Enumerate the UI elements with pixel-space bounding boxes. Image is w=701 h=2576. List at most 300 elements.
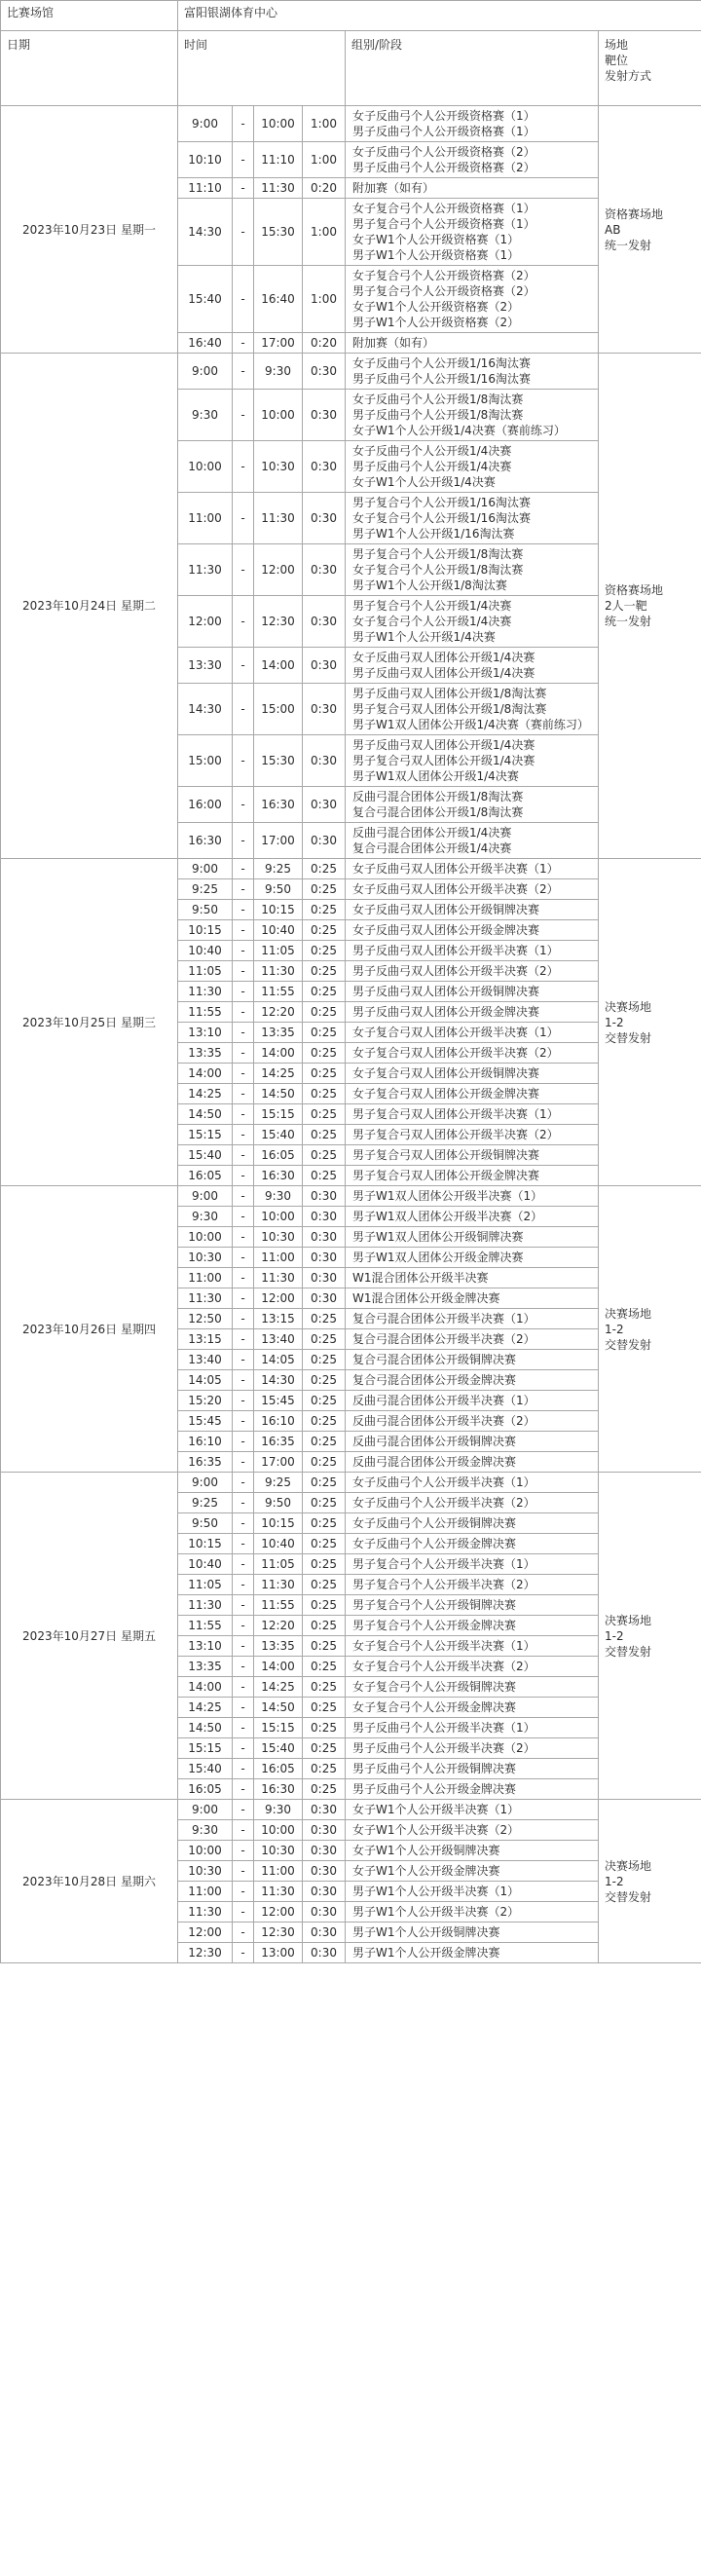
end-time: 9:50 <box>254 879 303 900</box>
start-time: 9:30 <box>178 390 233 441</box>
time-separator: - <box>233 1084 254 1104</box>
time-separator: - <box>233 1145 254 1166</box>
duration: 0:30 <box>303 1882 346 1902</box>
end-time: 11:30 <box>254 961 303 982</box>
end-time: 9:30 <box>254 1800 303 1820</box>
time-separator: - <box>233 1268 254 1288</box>
field-line: 1-2 <box>605 1874 624 1888</box>
time-separator: - <box>233 1350 254 1370</box>
start-time: 15:00 <box>178 735 233 787</box>
time-separator: - <box>233 441 254 493</box>
time-separator: - <box>233 787 254 823</box>
event-cell <box>346 823 599 859</box>
time-separator: - <box>233 354 254 390</box>
duration: 1:00 <box>303 106 346 142</box>
event-line: 男子反曲弓个人公开级1/4决赛 <box>352 460 512 473</box>
duration: 0:25 <box>303 1616 346 1636</box>
date-cell: 2023年10月23日 星期一 <box>1 106 178 354</box>
event-line: 男子W1个人公开级半决赛（1） <box>352 1885 520 1898</box>
event-line: 男子反曲弓双人团体公开级铜牌决赛 <box>352 985 540 998</box>
event-line: 男子复合弓个人公开级半决赛（2） <box>352 1578 535 1591</box>
start-time: 11:30 <box>178 1288 233 1309</box>
event-cell <box>346 266 599 333</box>
start-time: 16:00 <box>178 787 233 823</box>
event-line: 复合弓混合团体公开级1/4决赛 <box>352 841 512 855</box>
event-line: 男子复合弓双人团体公开级半决赛（2） <box>352 1128 559 1141</box>
end-time: 12:30 <box>254 596 303 648</box>
event-line: 复合弓混合团体公开级铜牌决赛 <box>352 1353 517 1366</box>
event-line: 反曲弓混合团体公开级1/8淘汰赛 <box>352 790 524 803</box>
field-line: AB <box>605 222 621 237</box>
event-line: 女子反曲弓个人公开级1/8淘汰赛 <box>352 392 524 406</box>
end-time: 10:15 <box>254 900 303 920</box>
duration: 1:00 <box>303 266 346 333</box>
end-time: 11:30 <box>254 178 303 199</box>
event-line: 男子复合弓个人公开级1/8淘汰赛 <box>352 547 524 561</box>
time-separator: - <box>233 1902 254 1923</box>
field-line: 决赛场地 <box>605 1613 652 1627</box>
start-time: 16:35 <box>178 1452 233 1473</box>
time-separator: - <box>233 1718 254 1738</box>
event-line: 男子反曲弓个人公开级资格赛（2） <box>352 161 535 174</box>
start-time: 15:15 <box>178 1125 233 1145</box>
time-separator: - <box>233 684 254 735</box>
start-time: 9:00 <box>178 859 233 879</box>
end-time: 16:05 <box>254 1759 303 1779</box>
start-time: 11:10 <box>178 178 233 199</box>
event-cell <box>346 1861 599 1882</box>
event-cell <box>346 1657 599 1677</box>
start-time: 9:30 <box>178 1207 233 1227</box>
start-time: 14:05 <box>178 1370 233 1391</box>
duration: 0:30 <box>303 1902 346 1923</box>
event-cell <box>346 1432 599 1452</box>
time-separator: - <box>233 1002 254 1023</box>
event-line: 女子反曲弓个人公开级铜牌决赛 <box>352 1516 517 1530</box>
time-separator: - <box>233 1595 254 1616</box>
table-row <box>1 354 701 390</box>
event-cell <box>346 1595 599 1616</box>
event-cell <box>346 1023 599 1043</box>
event-line: 反曲弓混合团体公开级半决赛（2） <box>352 1414 535 1428</box>
event-line: 女子复合弓双人团体公开级铜牌决赛 <box>352 1066 540 1080</box>
event-cell <box>346 1616 599 1636</box>
event-line: 男子复合弓个人公开级金牌决赛 <box>352 1619 517 1632</box>
start-time: 11:30 <box>178 1595 233 1616</box>
time-separator: - <box>233 1493 254 1513</box>
field-header-line: 发射方式 <box>605 69 652 83</box>
event-cell <box>346 333 599 354</box>
duration: 0:25 <box>303 1493 346 1513</box>
time-separator: - <box>233 1698 254 1718</box>
duration: 0:25 <box>303 961 346 982</box>
event-line: 女子复合弓双人团体公开级金牌决赛 <box>352 1087 540 1101</box>
event-cell <box>346 1779 599 1800</box>
event-cell <box>346 1800 599 1820</box>
event-line: 女子复合弓个人公开级资格赛（1） <box>352 202 535 215</box>
field-line: 1-2 <box>605 1015 624 1029</box>
event-line: 反曲弓混合团体公开级金牌决赛 <box>352 1455 517 1469</box>
duration: 0:25 <box>303 982 346 1002</box>
event-cell <box>346 648 599 684</box>
time-separator: - <box>233 1104 254 1125</box>
event-line: 女子W1个人公开级铜牌决赛 <box>352 1844 500 1857</box>
end-time: 14:25 <box>254 1064 303 1084</box>
time-separator: - <box>233 544 254 596</box>
time-separator: - <box>233 1166 254 1186</box>
start-time: 11:30 <box>178 982 233 1002</box>
duration: 0:30 <box>303 441 346 493</box>
end-time: 10:30 <box>254 1227 303 1248</box>
event-line: 复合弓混合团体公开级半决赛（2） <box>352 1332 535 1346</box>
time-separator: - <box>233 1064 254 1084</box>
start-time: 14:00 <box>178 1064 233 1084</box>
field-line: 决赛场地 <box>605 1858 652 1873</box>
field-line: 决赛场地 <box>605 999 652 1014</box>
event-cell <box>346 354 599 390</box>
duration: 0:25 <box>303 1145 346 1166</box>
start-time: 9:25 <box>178 1493 233 1513</box>
duration: 0:25 <box>303 1534 346 1554</box>
field-line: 交替发射 <box>605 1030 652 1045</box>
table-row <box>1 106 701 142</box>
duration: 0:25 <box>303 920 346 941</box>
start-time: 13:10 <box>178 1023 233 1043</box>
duration: 0:25 <box>303 1636 346 1657</box>
event-cell <box>346 941 599 961</box>
start-time: 9:00 <box>178 1800 233 1820</box>
event-line: 女子复合弓个人公开级金牌决赛 <box>352 1700 517 1714</box>
event-cell <box>346 1248 599 1268</box>
event-cell <box>346 1473 599 1493</box>
end-time: 9:30 <box>254 354 303 390</box>
duration: 0:25 <box>303 1677 346 1698</box>
event-line: 男子复合弓双人团体公开级1/8淘汰赛 <box>352 702 547 716</box>
start-time: 14:00 <box>178 1677 233 1698</box>
duration: 0:30 <box>303 390 346 441</box>
event-cell <box>346 142 599 178</box>
end-time: 10:40 <box>254 920 303 941</box>
duration: 0:25 <box>303 1002 346 1023</box>
event-line: 男子W1个人公开级铜牌决赛 <box>352 1925 500 1939</box>
end-time: 9:30 <box>254 1186 303 1207</box>
event-line: 男子复合弓个人公开级资格赛（2） <box>352 284 535 298</box>
time-separator: - <box>233 1882 254 1902</box>
event-cell <box>346 1820 599 1841</box>
time-separator: - <box>233 333 254 354</box>
end-time: 9:50 <box>254 1493 303 1513</box>
duration: 0:25 <box>303 1309 346 1329</box>
start-time: 14:50 <box>178 1718 233 1738</box>
event-cell <box>346 1718 599 1738</box>
duration: 0:25 <box>303 1473 346 1493</box>
event-line: 复合弓混合团体公开级金牌决赛 <box>352 1373 517 1387</box>
end-time: 14:50 <box>254 1698 303 1718</box>
event-line: 男子反曲弓双人团体公开级1/4决赛 <box>352 738 535 752</box>
event-cell <box>346 1411 599 1432</box>
end-time: 9:25 <box>254 859 303 879</box>
start-time: 13:35 <box>178 1043 233 1064</box>
time-separator: - <box>233 1677 254 1698</box>
event-cell <box>346 493 599 544</box>
duration: 0:25 <box>303 1084 346 1104</box>
time-separator: - <box>233 1391 254 1411</box>
start-time: 11:00 <box>178 493 233 544</box>
event-cell <box>346 1268 599 1288</box>
event-cell <box>346 1677 599 1698</box>
event-cell <box>346 1841 599 1861</box>
start-time: 9:30 <box>178 1820 233 1841</box>
end-time: 10:30 <box>254 1841 303 1861</box>
end-time: 11:05 <box>254 1554 303 1575</box>
event-cell <box>346 1002 599 1023</box>
end-time: 10:40 <box>254 1534 303 1554</box>
event-cell <box>346 1923 599 1943</box>
event-line: 男子反曲弓个人公开级半决赛（2） <box>352 1741 535 1755</box>
event-line: 复合弓混合团体公开级半决赛（1） <box>352 1312 535 1325</box>
event-cell <box>346 1513 599 1534</box>
duration: 0:30 <box>303 1820 346 1841</box>
event-line: 男子W1个人公开级半决赛（2） <box>352 1905 520 1919</box>
field-line: 1-2 <box>605 1322 624 1336</box>
event-cell <box>346 1391 599 1411</box>
duration: 0:25 <box>303 1779 346 1800</box>
end-time: 13:40 <box>254 1329 303 1350</box>
end-time: 11:05 <box>254 941 303 961</box>
event-cell <box>346 1084 599 1104</box>
duration: 0:30 <box>303 1800 346 1820</box>
start-time: 12:00 <box>178 596 233 648</box>
event-line: 女子反曲弓个人公开级1/16淘汰赛 <box>352 356 531 370</box>
event-cell <box>346 1125 599 1145</box>
start-time: 16:30 <box>178 823 233 859</box>
field-line: 交替发射 <box>605 1337 652 1352</box>
duration: 0:25 <box>303 1064 346 1084</box>
start-time: 9:00 <box>178 1186 233 1207</box>
duration: 0:25 <box>303 1043 346 1064</box>
field-line: 决赛场地 <box>605 1306 652 1321</box>
event-line: 附加赛（如有） <box>352 181 435 195</box>
event-cell <box>346 920 599 941</box>
end-time: 13:15 <box>254 1309 303 1329</box>
start-time: 14:25 <box>178 1084 233 1104</box>
time-separator: - <box>233 1248 254 1268</box>
field-line: 统一发射 <box>605 238 652 252</box>
event-line: 男子W1双人团体公开级铜牌决赛 <box>352 1230 524 1244</box>
time-separator: - <box>233 1759 254 1779</box>
event-cell <box>346 544 599 596</box>
event-line: 男子反曲弓双人团体公开级半决赛（1） <box>352 944 559 957</box>
time-separator: - <box>233 1534 254 1554</box>
start-time: 11:30 <box>178 544 233 596</box>
end-time: 11:30 <box>254 1575 303 1595</box>
duration: 0:30 <box>303 684 346 735</box>
duration: 0:30 <box>303 1923 346 1943</box>
end-time: 17:00 <box>254 1452 303 1473</box>
duration: 0:25 <box>303 1595 346 1616</box>
event-cell <box>346 735 599 787</box>
event-line: 男子W1个人公开级1/16淘汰赛 <box>352 527 515 541</box>
start-time: 13:30 <box>178 648 233 684</box>
event-line: 男子复合弓双人团体公开级半决赛（1） <box>352 1107 559 1121</box>
venue-label: 比赛场馆 <box>1 1 178 31</box>
start-time: 10:00 <box>178 1841 233 1861</box>
event-line: 男子反曲弓个人公开级1/16淘汰赛 <box>352 372 531 386</box>
start-time: 15:40 <box>178 1759 233 1779</box>
start-time: 15:40 <box>178 266 233 333</box>
event-cell <box>346 199 599 266</box>
end-time: 12:00 <box>254 1288 303 1309</box>
duration: 0:25 <box>303 1575 346 1595</box>
start-time: 9:00 <box>178 106 233 142</box>
event-line: 女子复合弓个人公开级半决赛（1） <box>352 1639 535 1653</box>
event-line: 男子复合弓个人公开级半决赛（1） <box>352 1557 535 1571</box>
end-time: 15:15 <box>254 1718 303 1738</box>
start-time: 15:40 <box>178 1145 233 1166</box>
duration: 0:25 <box>303 1411 346 1432</box>
end-time: 10:00 <box>254 106 303 142</box>
field-line: 1-2 <box>605 1628 624 1643</box>
event-line: 女子W1个人公开级资格赛（1） <box>352 233 520 246</box>
time-separator: - <box>233 1227 254 1248</box>
time-separator: - <box>233 1943 254 1963</box>
schedule-body <box>1 1 701 1963</box>
start-time: 10:30 <box>178 1861 233 1882</box>
event-cell <box>346 900 599 920</box>
event-line: 女子复合弓个人公开级资格赛（2） <box>352 269 535 282</box>
duration: 1:00 <box>303 199 346 266</box>
end-time: 11:00 <box>254 1861 303 1882</box>
event-line: 男子复合弓个人公开级1/4决赛 <box>352 599 512 613</box>
event-line: 女子反曲弓个人公开级1/4决赛 <box>352 444 512 458</box>
event-line: 男子W1双人团体公开级半决赛（1） <box>352 1189 543 1203</box>
time-separator: - <box>233 961 254 982</box>
event-line: 男子反曲弓个人公开级半决赛（1） <box>352 1721 535 1735</box>
duration: 0:30 <box>303 544 346 596</box>
duration: 0:30 <box>303 1943 346 1963</box>
start-time: 12:00 <box>178 1923 233 1943</box>
start-time: 10:30 <box>178 1248 233 1268</box>
start-time: 11:05 <box>178 1575 233 1595</box>
duration: 0:25 <box>303 1329 346 1350</box>
time-separator: - <box>233 596 254 648</box>
time-separator: - <box>233 1329 254 1350</box>
time-separator: - <box>233 1616 254 1636</box>
time-separator: - <box>233 1023 254 1043</box>
event-line: 男子W1个人公开级金牌决赛 <box>352 1946 500 1960</box>
end-time: 14:50 <box>254 1084 303 1104</box>
event-cell <box>346 982 599 1002</box>
duration: 0:25 <box>303 1513 346 1534</box>
time-separator: - <box>233 199 254 266</box>
event-line: 女子W1个人公开级半决赛（1） <box>352 1803 520 1816</box>
duration: 0:25 <box>303 1452 346 1473</box>
event-line: 女子反曲弓个人公开级半决赛（1） <box>352 1475 535 1489</box>
event-line: 男子反曲弓双人团体公开级1/8淘汰赛 <box>352 687 547 700</box>
end-time: 10:00 <box>254 1820 303 1841</box>
start-time: 11:00 <box>178 1882 233 1902</box>
date-cell: 2023年10月27日 星期五 <box>1 1473 178 1800</box>
end-time: 14:05 <box>254 1350 303 1370</box>
event-line: 女子W1个人公开级金牌决赛 <box>352 1864 500 1878</box>
end-time: 15:30 <box>254 735 303 787</box>
event-line: 女子反曲弓个人公开级金牌决赛 <box>352 1537 517 1550</box>
table-row <box>1 1800 701 1820</box>
event-line: 男子W1双人团体公开级1/4决赛（赛前练习） <box>352 718 589 731</box>
event-line: 男子反曲弓双人团体公开级金牌决赛 <box>352 1005 540 1019</box>
duration: 0:30 <box>303 735 346 787</box>
time-separator: - <box>233 1125 254 1145</box>
time-separator: - <box>233 493 254 544</box>
event-cell <box>346 1186 599 1207</box>
start-time: 15:45 <box>178 1411 233 1432</box>
event-cell <box>346 787 599 823</box>
start-time: 13:10 <box>178 1636 233 1657</box>
start-time: 11:05 <box>178 961 233 982</box>
time-separator: - <box>233 390 254 441</box>
duration: 0:25 <box>303 1759 346 1779</box>
duration: 0:30 <box>303 823 346 859</box>
date-cell: 2023年10月24日 星期二 <box>1 354 178 859</box>
event-cell <box>346 441 599 493</box>
field-cell <box>599 1186 701 1473</box>
start-time: 13:40 <box>178 1350 233 1370</box>
event-cell <box>346 596 599 648</box>
time-separator: - <box>233 142 254 178</box>
event-cell <box>346 1575 599 1595</box>
time-separator: - <box>233 1554 254 1575</box>
end-time: 17:00 <box>254 823 303 859</box>
event-line: 反曲弓混合团体公开级半决赛（1） <box>352 1394 535 1407</box>
end-time: 15:15 <box>254 1104 303 1125</box>
event-line: 复合弓混合团体公开级1/8淘汰赛 <box>352 805 524 819</box>
event-line: 男子反曲弓个人公开级金牌决赛 <box>352 1782 517 1796</box>
event-line: 女子复合弓个人公开级1/4决赛 <box>352 615 512 628</box>
field-cell <box>599 1800 701 1963</box>
date-cell: 2023年10月28日 星期六 <box>1 1800 178 1963</box>
field-column-header <box>599 31 701 106</box>
time-separator: - <box>233 1043 254 1064</box>
event-line: 男子反曲弓个人公开级1/8淘汰赛 <box>352 408 524 422</box>
venue-name: 富阳银湖体育中心 <box>178 1 701 31</box>
end-time: 15:00 <box>254 684 303 735</box>
time-separator: - <box>233 941 254 961</box>
start-time: 16:10 <box>178 1432 233 1452</box>
duration: 0:25 <box>303 900 346 920</box>
duration: 0:30 <box>303 1227 346 1248</box>
time-separator: - <box>233 1288 254 1309</box>
start-time: 9:50 <box>178 1513 233 1534</box>
event-line: 女子W1个人公开级半决赛（2） <box>352 1823 520 1837</box>
event-line: 女子复合弓个人公开级1/8淘汰赛 <box>352 563 524 577</box>
event-cell <box>346 1145 599 1166</box>
event-line: 女子反曲弓个人公开级资格赛（2） <box>352 145 535 159</box>
event-line: 男子W1个人公开级资格赛（1） <box>352 248 520 262</box>
start-time: 11:00 <box>178 1268 233 1288</box>
time-separator: - <box>233 823 254 859</box>
time-separator: - <box>233 648 254 684</box>
event-line: 女子复合弓双人团体公开级半决赛（1） <box>352 1026 559 1039</box>
duration: 0:30 <box>303 1207 346 1227</box>
event-line: 女子W1个人公开级1/4决赛（赛前练习） <box>352 424 566 437</box>
start-time: 10:40 <box>178 941 233 961</box>
end-time: 15:40 <box>254 1125 303 1145</box>
event-cell <box>346 390 599 441</box>
duration: 0:25 <box>303 879 346 900</box>
start-time: 13:35 <box>178 1657 233 1677</box>
start-time: 11:30 <box>178 1902 233 1923</box>
duration: 0:30 <box>303 1288 346 1309</box>
